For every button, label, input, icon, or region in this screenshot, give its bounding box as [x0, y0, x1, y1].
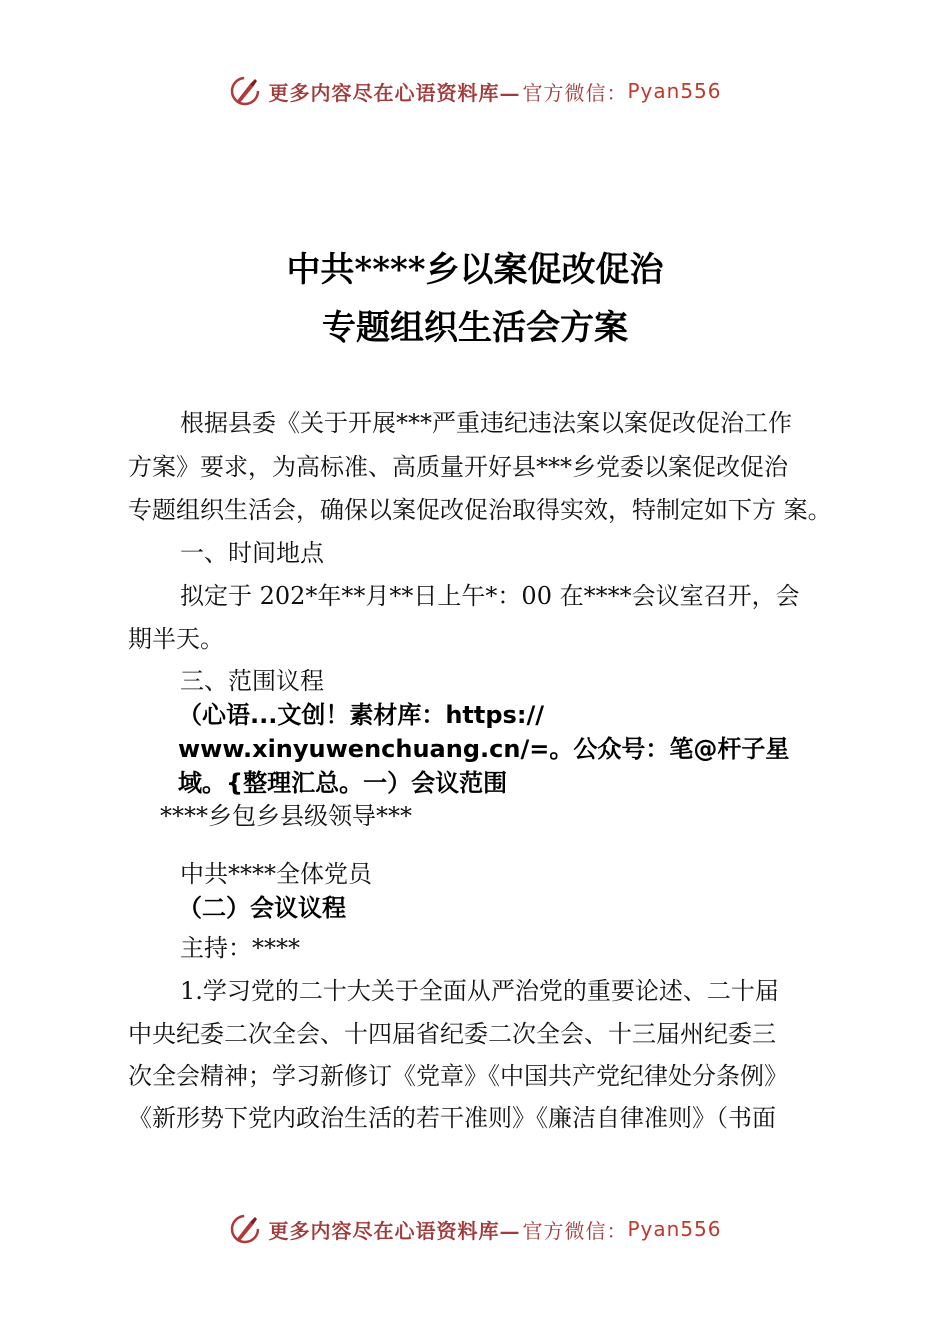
section-heading-time-place: 一、时间地点 — [180, 539, 324, 567]
paragraph-1-line-1: 根据县委《关于开展***严重违纪违法案以案促改促治工作 — [180, 409, 792, 437]
paragraph-1-line-3: 专题组织生活会，确保以案促改促治取得实效，特制定如下方 案。 — [128, 496, 832, 524]
paragraph-3-line-3: 次全会精神；学习新修订《党章》《中国共产党纪律处分条例》 — [128, 1062, 788, 1090]
section-heading-scope-agenda: 三、范围议程 — [180, 667, 324, 695]
promo-line-2: www.xinyuwenchuang.cn/=。公众号：笔@杆子星 — [178, 735, 790, 763]
paragraph-2-line-2: 期半天。 — [128, 625, 224, 653]
document-title-line1: 中共****乡以案促改促治 — [286, 250, 664, 290]
promo-line-1: （心语...文创！素材库：https:// — [178, 701, 544, 729]
scope-item-2: 中共****全体党员 — [180, 860, 372, 888]
banner-wechat-label: 官方微信： — [522, 80, 628, 105]
banner-wechat-id: Pyan556 — [627, 1217, 722, 1241]
footer-banner — [0, 1212, 950, 1246]
paragraph-3-line-4: 《新形势下党内政治生活的若干准则》《廉洁自律准则》（书面 — [128, 1104, 776, 1132]
paragraph-1-line-2: 方案》要求，为高标准、高质量开好县***乡党委以案促改促治 — [128, 453, 788, 481]
banner-text: 更多内容尽在心语资料库— — [268, 1218, 521, 1243]
paragraph-2-line-1: 拟定于 202*年**月**日上午*：00 在****会议室召开，会 — [180, 582, 800, 610]
pen-logo-icon — [228, 74, 262, 108]
pen-logo-icon — [228, 1212, 262, 1246]
paragraph-3-line-1: 1.学习党的二十大关于全面从严治党的重要论述、二十届 — [180, 977, 779, 1005]
paragraph-3-line-2: 中央纪委二次全会、十四届省纪委二次全会、十三届州纪委三 — [128, 1020, 776, 1048]
promo-line-3: 域。{整理汇总。一）会议范围 — [178, 769, 508, 797]
banner-wechat-id: Pyan556 — [627, 79, 722, 103]
host-line: 主持：**** — [180, 934, 300, 962]
subheading-agenda: （二）会议议程 — [178, 894, 346, 922]
header-banner — [0, 74, 950, 108]
scope-item-1: ****乡包乡县级领导*** — [160, 802, 412, 830]
document-title-line2: 专题组织生活会方案 — [322, 308, 628, 348]
banner-wechat-label: 官方微信： — [522, 1218, 628, 1243]
banner-text: 更多内容尽在心语资料库— — [268, 80, 521, 105]
